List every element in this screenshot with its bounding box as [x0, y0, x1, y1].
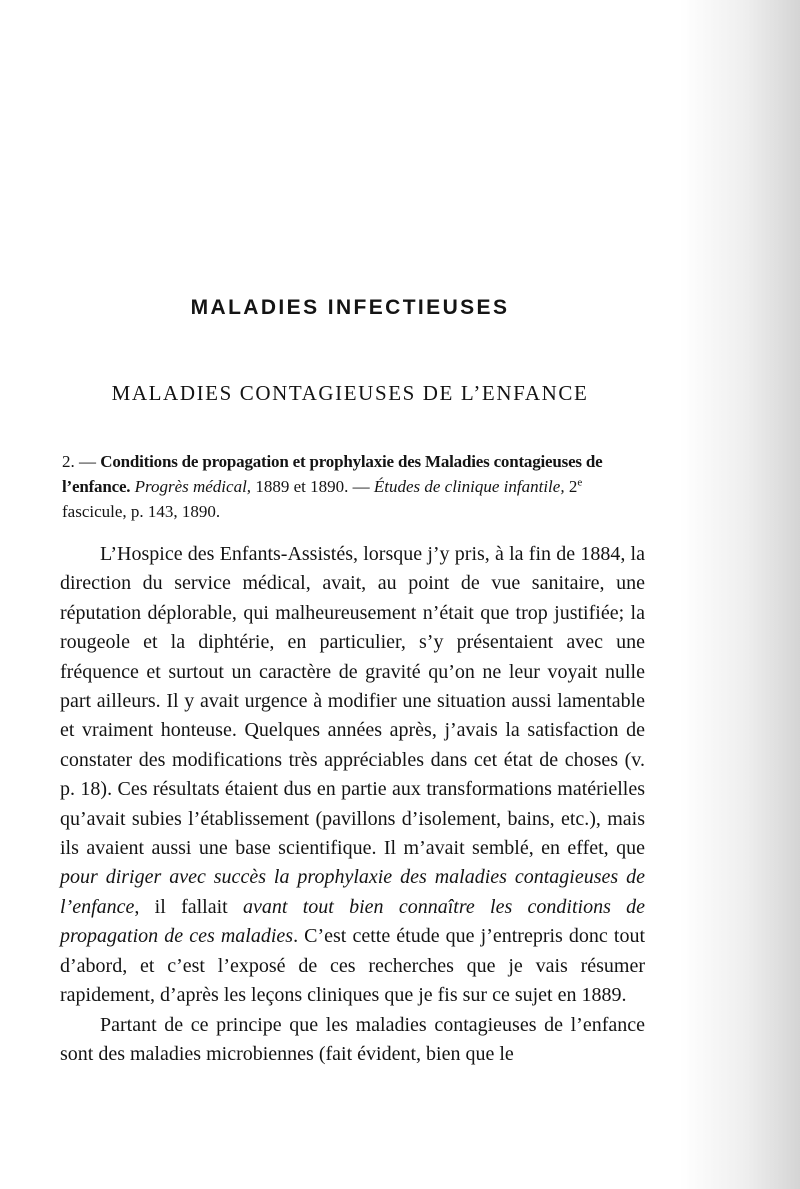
subsection-title: MALADIES CONTAGIEUSES DE L’ENFANCE: [111, 381, 589, 405]
paragraph-1: [60, 540, 645, 1011]
body-text: [60, 540, 645, 1069]
paragraph-2: Partant de ce principe que les maladies contagieuses de l’enfance sont des maladies microbiennes (fait évident, bien que le: [60, 1013, 645, 1065]
entry-number: 2. —: [62, 452, 96, 471]
paragraph-1-italic-1: pour diriger avec succès la prophylaxie des maladies contagieuses de l’enfance: [60, 866, 645, 918]
section-title: MALADIES INFECTIEUSES: [190, 296, 510, 319]
paragraph-1-part-1: L’Hospice des Enfants-Assistés, lorsque j’y pris, à la fin de 1884, la direction du service médical, avait, au point de vue sanitaire, une réputation déplorable, qui malheureusement n’était que trop justifiée; la rougeole et la diphtérie, en particulier, s’y présentaient avec une fréquence et surtout un caractère de gravité qu’on ne leur voyait nulle part ailleurs. Il y avait urgence à modifier une situation aussi lamentable et vraiment honteuse. Quelques années après, j’avais la satisfaction de constater des modifications très appréciables dans cet état de choses (v. p. 18). Ces résultats étaient dus en partie aux transformations matérielles qu’avait subies l’établissement (pavillons d’isolement, bains, etc.), mais ils avaient aussi une base scientifique. Il m’avait semblé, en effet, que: [60, 543, 645, 860]
paragraph-1-part-2: , il fallait: [134, 895, 228, 918]
entry-fascicle-number: 2: [568, 477, 578, 496]
entry-title: Conditions de propagation et prophylaxie des Maladies contagieuses de l’enfance.: [62, 452, 603, 496]
bibliography-entry: [62, 449, 642, 524]
entry-fascicle-pages: fascicule, p. 143, 1890.: [62, 502, 221, 521]
entry-fascicle-superscript: e: [577, 476, 583, 489]
page-edge-shadow: [680, 0, 800, 1189]
paragraph-1-italic-2: avant tout bien connaître les conditions de propagation de ces maladies: [60, 895, 646, 948]
entry-source-1: Progrès médical,: [134, 477, 252, 496]
entry-source-2: Études de clinique infantile,: [373, 477, 565, 496]
entry-years: 1889 et 1890. —: [255, 477, 370, 496]
paragraph-1-part-3: . C’est cette étude que j’entrepris donc tout d’abord, et c’est l’exposé de ces recherches que je vais résumer rapidement, d’après les leçons cliniques que je fis sur ce sujet en 1889.: [60, 925, 646, 1007]
